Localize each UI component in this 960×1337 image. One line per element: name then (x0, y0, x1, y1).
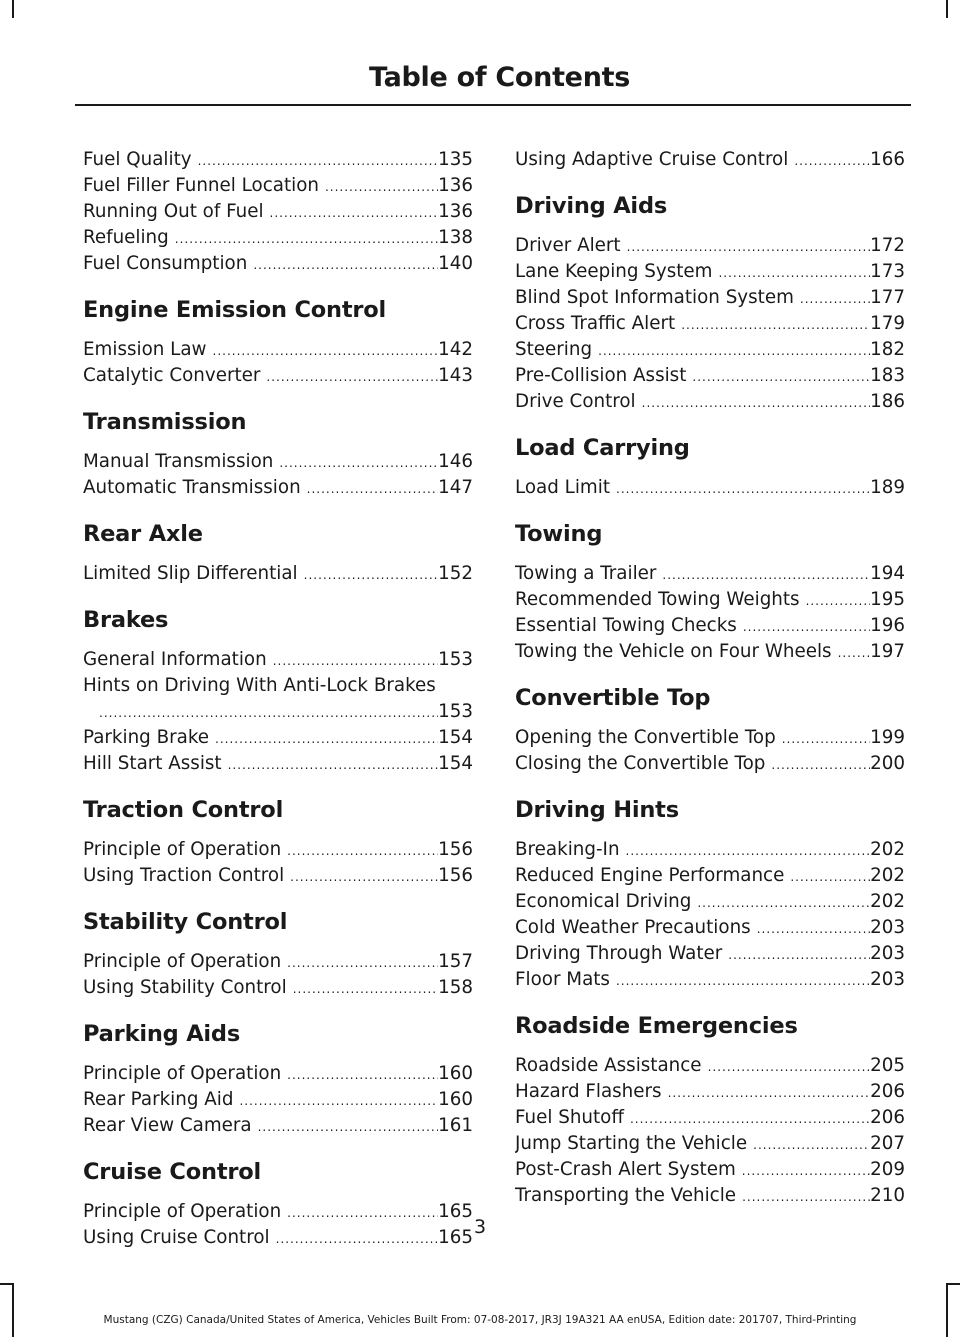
toc-entry[interactable] (515, 1183, 905, 1209)
toc-entry-label: Fuel Filler Funnel Location (83, 175, 319, 196)
leader-dots (293, 976, 438, 1001)
leader-dots (175, 226, 438, 251)
toc-entry-page: 210 (870, 1185, 905, 1206)
leader-dots (662, 562, 870, 587)
section-heading: Load Carrying (515, 435, 690, 461)
toc-entry[interactable] (515, 837, 905, 863)
leader-dots (258, 1114, 439, 1139)
section-heading: Engine Emission Control (83, 297, 387, 323)
toc-entry-page: 196 (870, 615, 905, 636)
toc-entry-page: 209 (870, 1159, 905, 1180)
toc-entry[interactable] (515, 259, 905, 285)
toc-entry-page: 138 (438, 227, 473, 248)
toc-entry[interactable] (83, 975, 473, 1001)
toc-entry-label: Recommended Towing Weights (515, 589, 800, 610)
leader-dots (681, 312, 870, 337)
toc-entry-page: 173 (870, 261, 905, 282)
toc-entry-label: Rear View Camera (83, 1115, 252, 1136)
toc-entry-label: Cross Traffic Alert (515, 313, 676, 334)
toc-entry-label: Cold Weather Precautions (515, 917, 751, 938)
toc-entry-page: 153 (438, 701, 473, 722)
leader-dots (782, 726, 870, 751)
toc-entry-label: Refueling (83, 227, 169, 248)
toc-entry-continuation[interactable] (83, 699, 473, 725)
section-heading: Brakes (83, 607, 169, 633)
section-heading: Stability Control (83, 909, 288, 935)
footer-text: Mustang (CZG) Canada/United States of America, Vehicles Built From: 07-08-2017, JR3J 19A321 AA enUSA, Edition date: 201707, Third-Printing (103, 1314, 857, 1326)
leader-dots (270, 200, 439, 225)
toc-entry-page: 165 (438, 1201, 473, 1222)
leader-dots (771, 752, 870, 777)
leader-dots (630, 1106, 870, 1131)
toc-entry-page: 202 (870, 865, 905, 886)
toc-entry-page: 147 (438, 477, 473, 498)
toc-entry-label: Lane Keeping System (515, 261, 713, 282)
leader-dots (642, 390, 870, 415)
toc-entry-label: Hazard Flashers (515, 1081, 662, 1102)
toc-entry[interactable] (515, 725, 905, 751)
toc-entry-page: 207 (870, 1133, 905, 1154)
toc-entry-label: Fuel Quality (83, 149, 192, 170)
toc-entry[interactable] (83, 751, 473, 777)
toc-entry-label: Essential Towing Checks (515, 615, 737, 636)
toc-entry-page: 199 (870, 727, 905, 748)
leader-dots (697, 890, 870, 915)
toc-entry[interactable] (515, 941, 905, 967)
toc-entry-label: Limited Slip Differential (83, 563, 298, 584)
toc-entry-label: Driver Alert (515, 235, 621, 256)
toc-entry[interactable] (83, 251, 473, 277)
toc-entry[interactable] (515, 863, 905, 889)
toc-entry-page: 203 (870, 917, 905, 938)
toc-entry-label: Fuel Shutoff (515, 1107, 624, 1128)
toc-entry-label: Using Adaptive Cruise Control (515, 149, 789, 170)
toc-entry[interactable] (83, 173, 473, 199)
toc-entry-page: 142 (438, 339, 473, 360)
toc-entry-page: 166 (870, 149, 905, 170)
section-heading: Driving Aids (515, 193, 668, 219)
toc-entry-label: Opening the Convertible Top (515, 727, 776, 748)
toc-entry-page: 202 (870, 839, 905, 860)
toc-entry[interactable] (515, 1131, 905, 1157)
toc-entry-page: 206 (870, 1107, 905, 1128)
page-number: 3 (473, 1216, 487, 1238)
toc-entry-label: Breaking-In (515, 839, 620, 860)
section-heading: Parking Aids (83, 1021, 241, 1047)
toc-entry-label: Using Stability Control (83, 977, 287, 998)
section-heading: Towing (515, 521, 603, 547)
toc-entry[interactable] (83, 1061, 473, 1087)
toc-entry[interactable] (515, 311, 905, 337)
toc-entry-page: 156 (438, 865, 473, 886)
toc-entry-label: Steering (515, 339, 593, 360)
crop-mark-bottom-right (946, 1283, 948, 1337)
toc-entry[interactable] (83, 337, 473, 363)
toc-entry-label: Hill Start Assist (83, 753, 222, 774)
toc-entry-label: Emission Law (83, 339, 207, 360)
section-heading: Roadside Emergencies (515, 1013, 798, 1039)
toc-entry[interactable] (83, 725, 473, 751)
toc-entry-label: Principle of Operation (83, 1201, 282, 1222)
leader-dots (287, 1062, 438, 1087)
toc-entry-page: 203 (870, 969, 905, 990)
toc-entry-page: 206 (870, 1081, 905, 1102)
leader-dots (287, 838, 438, 863)
leader-dots (800, 286, 870, 311)
toc-entry-label: Reduced Engine Performance (515, 865, 785, 886)
toc-entry[interactable] (83, 449, 473, 475)
toc-entry-page: 154 (438, 753, 473, 774)
toc-entry[interactable] (83, 363, 473, 389)
toc-entry-label: Blind Spot Information System (515, 287, 794, 308)
toc-entry[interactable] (515, 915, 905, 941)
leader-dots (626, 838, 871, 863)
section-heading: Rear Axle (83, 521, 203, 547)
crop-mark-top-right (946, 0, 948, 18)
toc-entry[interactable] (83, 1087, 473, 1113)
toc-entry-page: 177 (870, 287, 905, 308)
leader-dots (616, 476, 870, 501)
toc-entry-page: 182 (870, 339, 905, 360)
toc-entry-page: 165 (438, 1227, 473, 1248)
toc-entry[interactable] (83, 561, 473, 587)
toc-entry-page: 136 (438, 201, 473, 222)
leader-dots (239, 1088, 438, 1113)
toc-entry-page: 200 (870, 753, 905, 774)
header-rule (75, 104, 911, 106)
toc-entry-page: 156 (438, 839, 473, 860)
leader-dots (742, 1158, 870, 1183)
toc-entry-label: Jump Starting the Vehicle (515, 1133, 748, 1154)
toc-entry[interactable] (515, 389, 905, 415)
leader-dots (627, 234, 871, 259)
toc-entry-page: 179 (870, 313, 905, 334)
toc-entry[interactable] (515, 889, 905, 915)
toc-entry[interactable] (515, 587, 905, 613)
leader-dots (616, 968, 870, 993)
toc-entry-label: Transporting the Vehicle (515, 1185, 737, 1206)
toc-entry-label: Using Traction Control (83, 865, 285, 886)
toc-entry[interactable] (83, 863, 473, 889)
toc-entry[interactable] (515, 751, 905, 777)
leader-dots (743, 614, 870, 639)
toc-entry-page: 195 (870, 589, 905, 610)
crop-mark-bottom-left-h (0, 1283, 14, 1285)
toc-entry[interactable] (83, 1113, 473, 1139)
toc-entry[interactable] (83, 837, 473, 863)
toc-entry[interactable] (515, 475, 905, 501)
toc-entry-page: 189 (870, 477, 905, 498)
toc-entry-page: 153 (438, 649, 473, 670)
leader-dots (253, 252, 438, 277)
leader-dots (742, 1184, 870, 1209)
toc-entry[interactable] (515, 337, 905, 363)
section-heading: Cruise Control (83, 1159, 262, 1185)
toc-entry[interactable] (515, 967, 905, 993)
toc-entry[interactable] (515, 639, 905, 665)
leader-dots (692, 364, 870, 389)
leader-dots (198, 148, 439, 173)
toc-entry-label: Towing the Vehicle on Four Wheels (515, 641, 832, 662)
leader-dots (708, 1054, 871, 1079)
toc-entry-page: 160 (438, 1089, 473, 1110)
toc-entry-page: 160 (438, 1063, 473, 1084)
toc-entry-label: Towing a Trailer (515, 563, 657, 584)
toc-entry-page: 146 (438, 451, 473, 472)
toc-entry-label: Post-Crash Alert System (515, 1159, 736, 1180)
toc-entry-label: Running Out of Fuel (83, 201, 264, 222)
toc-entry-label: Roadside Assistance (515, 1055, 702, 1076)
toc-entry-page: 183 (870, 365, 905, 386)
toc-entry-label: Manual Transmission (83, 451, 274, 472)
section-heading: Convertible Top (515, 685, 711, 711)
leader-dots (304, 562, 438, 587)
toc-entry[interactable] (83, 949, 473, 975)
toc-entry-label: Parking Brake (83, 727, 210, 748)
toc-entry-page: 158 (438, 977, 473, 998)
toc-entry-label: Pre-Collision Assist (515, 365, 687, 386)
leader-dots (668, 1080, 871, 1105)
toc-entry-page: 205 (870, 1055, 905, 1076)
leader-dots (753, 1132, 870, 1157)
toc-entry-page: 140 (438, 253, 473, 274)
leader-dots (273, 648, 438, 673)
leader-dots (838, 640, 871, 665)
section-heading: Transmission (83, 409, 247, 435)
page-title: Table of Contents (368, 62, 630, 93)
leader-dots (266, 364, 438, 389)
leader-dots (794, 148, 870, 173)
toc-entry[interactable] (515, 613, 905, 639)
toc-entry[interactable] (515, 147, 905, 173)
leader-dots (598, 338, 870, 363)
leader-dots (718, 260, 870, 285)
toc-entry[interactable] (515, 233, 905, 259)
toc-entry[interactable] (515, 1053, 905, 1079)
crop-mark-top-left (12, 0, 14, 18)
leader-dots (307, 476, 438, 501)
toc-entry-page: 143 (438, 365, 473, 386)
leader-dots (790, 864, 870, 889)
toc-entry-page: 157 (438, 951, 473, 972)
toc-entry[interactable] (515, 1157, 905, 1183)
toc-entry[interactable] (83, 673, 473, 699)
toc-entry-label: Rear Parking Aid (83, 1089, 234, 1110)
toc-entry[interactable] (83, 647, 473, 673)
toc-entry-page: 161 (438, 1115, 473, 1136)
toc-entry[interactable] (515, 285, 905, 311)
toc-entry-label: Catalytic Converter (83, 365, 261, 386)
leader-dots (290, 864, 438, 889)
toc-entry-page: 197 (870, 641, 905, 662)
leader-dots (325, 174, 438, 199)
toc-entry[interactable] (515, 363, 905, 389)
toc-entry-page: 202 (870, 891, 905, 912)
toc-entry-page: 186 (870, 391, 905, 412)
toc-entry-page: 203 (870, 943, 905, 964)
toc-entry-page: 172 (870, 235, 905, 256)
toc-entry[interactable] (83, 199, 473, 225)
toc-entry-page: 136 (438, 175, 473, 196)
section-heading: Traction Control (83, 797, 284, 823)
toc-entry-label: Using Cruise Control (83, 1227, 270, 1248)
leader-dots (213, 338, 439, 363)
toc-entry-label: Hints on Driving With Anti-Lock Brakes (83, 675, 436, 696)
leader-dots (806, 588, 871, 613)
toc-entry-label: Automatic Transmission (83, 477, 301, 498)
toc-entry-label: Driving Through Water (515, 943, 723, 964)
toc-entry-label: Principle of Operation (83, 1063, 282, 1084)
leader-dots (287, 950, 438, 975)
toc-entry[interactable] (515, 1079, 905, 1105)
section-heading: Driving Hints (515, 797, 679, 823)
toc-entry-page: 152 (438, 563, 473, 584)
toc-entry-label: Economical Driving (515, 891, 692, 912)
toc-entry[interactable] (515, 1105, 905, 1131)
toc-entry-label: General Information (83, 649, 267, 670)
toc-entry-label: Load Limit (515, 477, 610, 498)
toc-entry-page: 154 (438, 727, 473, 748)
toc-entry-label: Fuel Consumption (83, 253, 248, 274)
toc-entry-label: Principle of Operation (83, 951, 282, 972)
leader-dots (279, 450, 438, 475)
leader-dots (728, 942, 870, 967)
toc-entry[interactable] (83, 147, 473, 173)
crop-mark-bottom-right-h (946, 1283, 960, 1285)
toc-entry[interactable] (83, 475, 473, 501)
toc-entry-page: 194 (870, 563, 905, 584)
leader-dots (99, 700, 438, 725)
toc-entry[interactable] (515, 561, 905, 587)
toc-entry-label: Floor Mats (515, 969, 610, 990)
toc-entry-page: 135 (438, 149, 473, 170)
leader-dots (215, 726, 438, 751)
toc-entry[interactable] (83, 225, 473, 251)
leader-dots (228, 752, 439, 777)
crop-mark-bottom-left (12, 1283, 14, 1337)
leader-dots (757, 916, 870, 941)
toc-entry-label: Drive Control (515, 391, 636, 412)
toc-entry-label: Principle of Operation (83, 839, 282, 860)
toc-entry-label: Closing the Convertible Top (515, 753, 766, 774)
